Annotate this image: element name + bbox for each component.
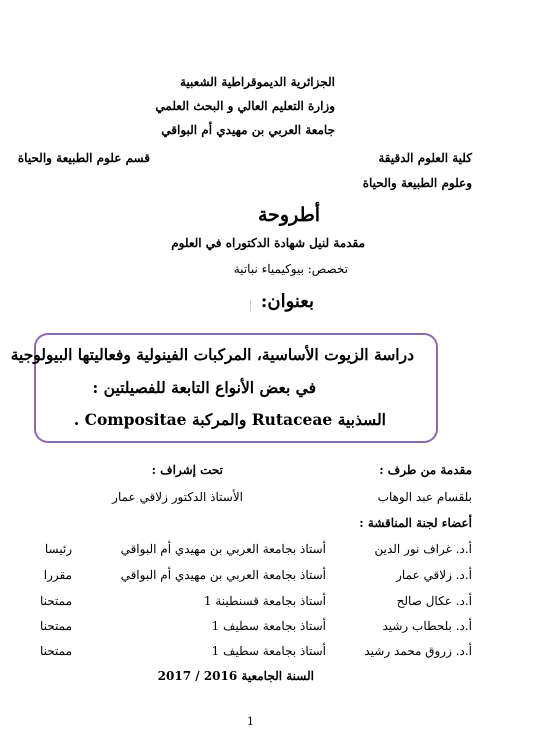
committee-member-affiliation: أستاذ بجامعة سطيف 1 <box>211 619 326 633</box>
title-line-3: السذبية Rutaceae والمركبة Compositae . <box>73 410 386 429</box>
committee-member-affiliation: أستاذ بجامعة العربي بن مهيدي أم البواقي <box>120 542 326 556</box>
header-ministry: وزارة التعليم العالي و البحث العلمي <box>155 99 335 113</box>
committee-member-role: ممتحنا <box>39 594 72 608</box>
committee-member-affiliation: أستاذ بجامعة قسنطينة 1 <box>203 594 326 608</box>
thesis-purpose: مقدمة لنيل شهادة الدكتوراه في العلوم <box>171 236 365 250</box>
thesis-specialty: تخصص: بيوكيمياء نباتية <box>233 262 348 276</box>
department-name: قسم علوم الطبيعة والحياة <box>17 151 150 165</box>
committee-member-role: رئيسا <box>44 542 72 556</box>
faculty-line1: كلية العلوم الدقيقة <box>378 151 472 165</box>
title-line-1: دراسة الزيوت الأساسية، المركبات الفينولية وفعاليتها البيولوجية <box>10 345 414 364</box>
committee-member-name: أ.د. بلحطاب رشيد <box>382 619 472 633</box>
text-cursor <box>250 300 251 312</box>
header-university: جامعة العربي بن مهيدي أم البواقي <box>161 123 335 137</box>
committee-member-name: أ.د. عكال صالح <box>396 594 472 608</box>
committee-member-name: أ.د. زلاقي عمار <box>396 568 472 582</box>
committee-member-role: ممتحنا <box>39 619 72 633</box>
thesis-title-box <box>10 333 438 443</box>
committee-member-name: أ.د. زروق محمد رشيد <box>364 644 472 658</box>
committee-label: أعضاء لجنة المناقشة : <box>359 516 472 530</box>
header-republic: الجزائرية الديموقراطية الشعبية <box>179 75 335 89</box>
supervisor-name: الأستاذ الدكتور زلاقي عمار <box>112 490 243 504</box>
committee-member-affiliation: أستاذ بجامعة سطيف 1 <box>211 644 326 658</box>
committee-member-role: مقررا <box>43 568 72 582</box>
committee-member-name: أ.د. غراف نور الدين <box>374 542 472 556</box>
author-name: بلقسام عبد الوهاب <box>377 490 472 504</box>
supervision-label: تحت إشراف : <box>151 463 223 477</box>
thesis-type: أطروحة <box>258 204 320 226</box>
thesis-title-label: بعنوان: <box>260 291 314 312</box>
academic-year: السنة الجامعية 2016 / 2017 <box>157 669 314 683</box>
title-line-2: في بعض الأنواع التابعة للفصيلتين : <box>92 378 316 397</box>
committee-member-role: ممتحنا <box>39 644 72 658</box>
faculty-line2: وعلوم الطبيعة والحياة <box>362 176 472 190</box>
page-number: 1 <box>247 715 254 728</box>
presented-by-label: مقدمة من طرف : <box>379 463 472 477</box>
committee-member-affiliation: أستاذ بجامعة العربي بن مهيدي أم البواقي <box>120 568 326 582</box>
